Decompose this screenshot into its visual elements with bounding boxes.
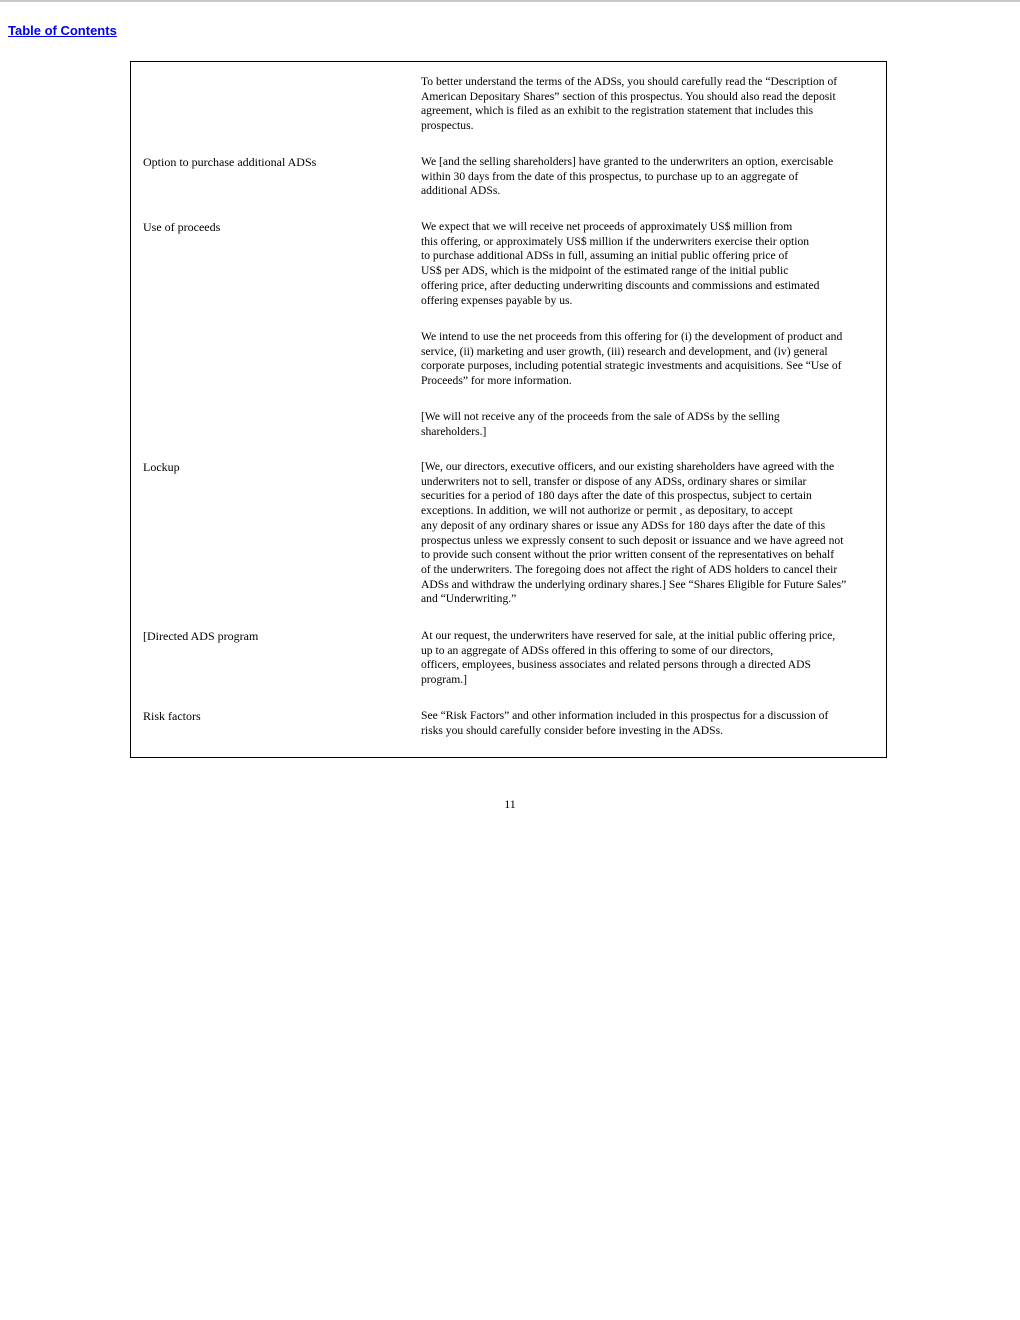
text-line: prospectus unless we expressly consent to such deposit or issuance and we have agreed not xyxy=(421,533,844,547)
table-of-contents-link[interactable]: Table of Contents xyxy=(8,23,117,38)
text-line: offering expenses payable by us. xyxy=(421,293,573,307)
text-line: To better understand the terms of the ADSs, you should carefully read the “Description of xyxy=(421,75,838,88)
text-line: of the underwriters. The foregoing does not affect the right of ADS holders to cancel their xyxy=(421,562,838,576)
text-line: ADSs and withdraw the underlying ordinary shares.] See “Shares Eligible for Future Sales” xyxy=(421,577,847,591)
row-paragraph xyxy=(421,330,881,389)
summary-offering-box xyxy=(130,61,887,758)
text-line: officers, employees, business associates and related persons through a directed ADS xyxy=(421,658,812,672)
row-paragraph xyxy=(421,709,881,738)
text-line: additional ADSs. xyxy=(421,184,501,198)
text-line: agreement, which is filed as an exhibit to the registration statement that includes this xyxy=(421,104,814,118)
text-line: shareholders.] xyxy=(421,424,487,438)
row-paragraph xyxy=(421,220,881,308)
text-line: within 30 days from the date of this prospectus, to purchase up to an aggregate of xyxy=(421,169,799,183)
page-number: 11 xyxy=(504,797,516,811)
text-line: We [and the selling shareholders] have granted to the underwriters an option, exercisable xyxy=(421,155,834,168)
text-line: to provide such consent without the prior written consent of the representatives on behalf xyxy=(421,548,835,562)
text-line: At our request, the underwriters have reserved for sale, at the initial public offering price, xyxy=(421,629,836,642)
text-line: up to an aggregate of ADSs offered in this offering to some of our directors, xyxy=(421,643,774,657)
row-paragraph xyxy=(421,629,881,688)
top-divider xyxy=(0,0,1020,2)
text-line: American Depositary Shares” section of this prospectus. You should also read the deposit xyxy=(421,89,836,103)
text-line: We intend to use the net proceeds from this offering for (i) the development of product and xyxy=(421,330,843,343)
row-label: [Directed ADS program xyxy=(143,629,259,643)
text-line: [We, our directors, executive officers, and our existing shareholders have agreed with the xyxy=(421,460,835,473)
text-line: corporate purposes, including potential strategic investments and acquisitions. See “Use of xyxy=(421,359,842,373)
row-label: Use of proceeds xyxy=(143,220,221,234)
text-line: program.] xyxy=(421,673,468,687)
text-line: and “Underwriting.” xyxy=(421,592,517,606)
row-label: Lockup xyxy=(143,460,180,474)
row-label: Risk factors xyxy=(143,709,201,723)
text-line: [We will not receive any of the proceeds from the sale of ADSs by the selling xyxy=(421,410,780,423)
row-label: Option to purchase additional ADSs xyxy=(143,155,317,169)
row-paragraph xyxy=(421,155,881,199)
text-line: service, (ii) marketing and user growth, (iii) research and development, and (iv) general xyxy=(421,344,828,358)
text-line: securities for a period of 180 days after the date of this prospectus, subject to certain xyxy=(421,489,812,503)
text-line: risks you should carefully consider before investing in the ADSs. xyxy=(421,723,724,737)
row-paragraph xyxy=(421,460,881,607)
text-line: We expect that we will receive net proceeds of approximately US$ million from xyxy=(421,220,793,233)
text-line: any deposit of any ordinary shares or issue any ADSs for 180 days after the date of this xyxy=(421,518,826,532)
text-line: exceptions. In addition, we will not authorize or permit , as depositary, to accept xyxy=(421,504,793,518)
row-paragraph xyxy=(421,75,881,134)
text-line: See “Risk Factors” and other information included in this prospectus for a discussion of xyxy=(421,709,829,722)
text-line: to purchase additional ADSs in full, assuming an initial public offering price of xyxy=(421,249,789,263)
text-line: Proceeds” for more information. xyxy=(421,374,572,388)
text-line: prospectus. xyxy=(421,119,474,133)
row-paragraph xyxy=(421,410,881,439)
text-line: this offering, or approximately US$ million if the underwriters exercise their option xyxy=(421,234,810,248)
text-line: US$ per ADS, which is the midpoint of the estimated range of the initial public xyxy=(421,264,789,278)
text-line: underwriters not to sell, transfer or dispose of any ADSs, ordinary shares or similar xyxy=(421,474,807,488)
text-line: offering price, after deducting underwriting discounts and commissions and estimated xyxy=(421,278,820,292)
